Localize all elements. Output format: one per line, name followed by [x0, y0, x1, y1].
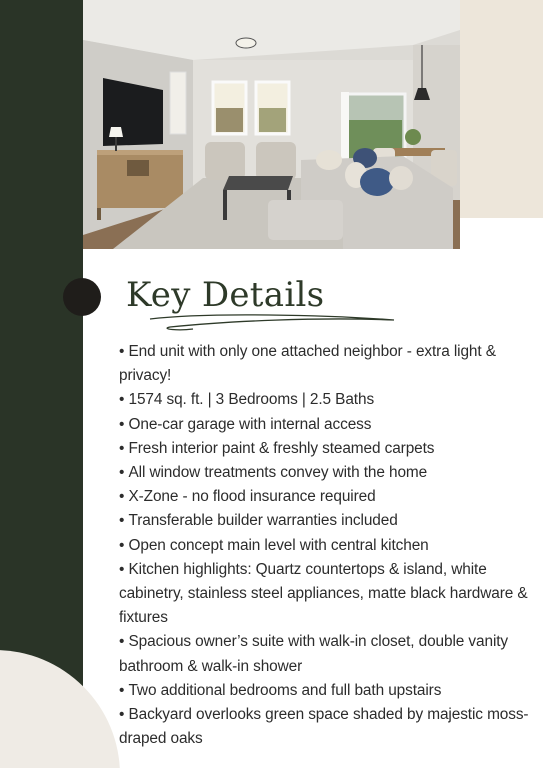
heading-title: Key Details [126, 275, 325, 315]
list-item: • Kitchen highlights: Quartz countertops & island, white cabinetry, stainless steel appliances, matte black hardware & fixtures [119, 560, 528, 627]
beige-corner-block [460, 0, 543, 218]
list-item: • One-car garage with internal access [119, 415, 372, 433]
list-item: • X-Zone - no flood insurance required [119, 488, 376, 506]
key-details-heading [126, 275, 456, 335]
list-item: • Spacious owner’s suite with walk-in closet, double vanity bathroom & walk-in shower [119, 633, 509, 675]
list-item: • Two additional bedrooms and full bath upstairs [119, 681, 442, 699]
list-item: • Transferable builder warranties included [119, 512, 398, 530]
beige-corner-circle [0, 650, 120, 768]
list-item: • Backyard overlooks green space shaded by majestic moss-draped oaks [119, 706, 529, 748]
list-item: • End unit with only one attached neighbor - extra light & privacy! [119, 343, 496, 385]
list-item: • Open concept main level with central kitchen [119, 536, 429, 554]
list-item: • Fresh interior paint & freshly steamed carpets [119, 439, 435, 457]
decorative-dark-dot [63, 278, 101, 316]
living-room-photo [83, 0, 460, 249]
list-item: • All window treatments convey with the home [119, 464, 428, 482]
heading-underline-swash [148, 313, 398, 333]
key-details-list [119, 340, 534, 751]
list-item: • 1574 sq. ft. | 3 Bedrooms | 2.5 Baths [119, 391, 375, 409]
